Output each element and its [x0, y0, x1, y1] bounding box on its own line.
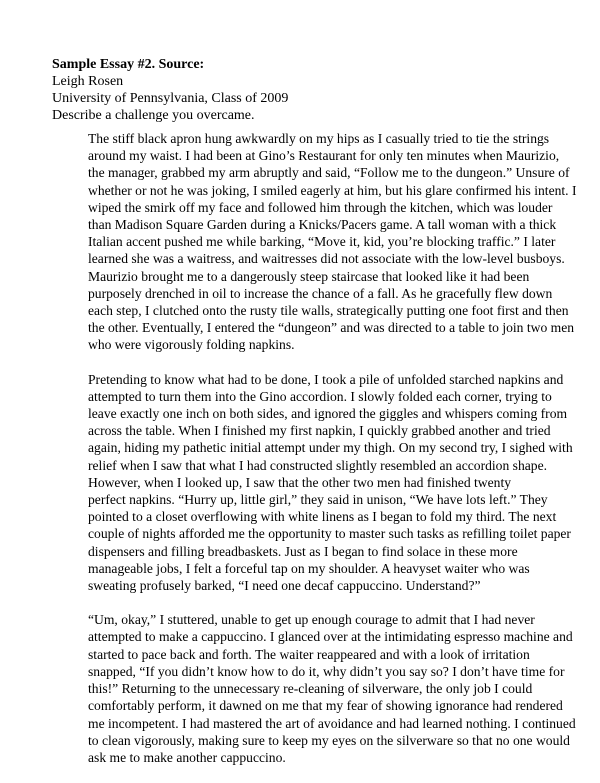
text-line: Italian accent pushed me while barking, “Move it, kid, you’re blocking traffic.” I later [88, 234, 556, 250]
text-line: the other. Eventually, I entered the “dungeon” and was directed to a table to join two men [88, 320, 575, 336]
text-line: to clean vigorously, making sure to keep my eyes on the silverware so that no one would [88, 732, 570, 748]
text-line: ask me to make another cappuccino. [88, 749, 286, 765]
text-line: purposely drenched in oil to increase the chance of a fall. As he gracefully flew down [88, 285, 553, 301]
text-line: couple of nights afforded me the opportunity to master such tasks as refilling toilet paper [88, 526, 571, 542]
text-line: than Madison Square Garden during a Knicks/Pacers game. A tall woman with a thick [88, 217, 557, 233]
text-line: Maurizio brought me to a dangerously steep staircase that looked like it had been [88, 268, 530, 284]
essay-paragraph-3 [88, 611, 586, 766]
text-line: attempted to turn them into the Gino accordion. I slowly folded each corner, trying to [88, 388, 552, 404]
text-line: leave exactly one inch on both sides, and ignored the giggles and whispers coming from [88, 406, 568, 422]
essay-body [88, 130, 586, 783]
text-line: learned she was a waitress, and waitresses did not associate with the low-level busboys. [88, 251, 565, 267]
text-line: perfect napkins. “Hurry up, little girl,” they said in unison, “We have lots left.” They [88, 492, 548, 508]
text-line: snapped, “If you didn’t know how to do it, why didn’t you say so? I don’t have time for [88, 663, 565, 679]
text-line: manageable jobs, I felt a forceful tap on my shoulder. A heavyset waiter who was [88, 560, 530, 576]
text-line: me incompetent. I had mastered the art of avoidance and had learned nothing. I continued [88, 715, 576, 731]
essay-paragraph-1 [88, 130, 586, 354]
text-line: However, when I looked up, I saw that the other two men had finished twenty [88, 474, 512, 490]
text-line: comfortably perform, it dawned on me that my fear of showing ignorance had rendered [88, 698, 563, 714]
text-line: pointed to a closet overflowing with white linens as I began to fold my third. The next [88, 509, 557, 525]
text-line: around my waist. I had been at Gino’s Restaurant for only ten minutes when Maurizio, [88, 148, 560, 164]
text-line: each step, I clutched onto the rusty tile walls, strategically putting one foot first and then [88, 303, 569, 319]
text-line: sweating profusely barked, “I need one decaf cappuccino. Understand?” [88, 578, 481, 594]
essay-title: Sample Essay #2. Source: [52, 57, 205, 72]
text-line: dispensers and filling breadbaskets. Just as I began to find solace in these more [88, 543, 518, 559]
text-line: “Um, okay,” I stuttered, unable to get up enough courage to admit that I had never [88, 612, 535, 628]
text-line: whether or not he was joking, I smiled eagerly at him, but his glare confirmed his intent. I [88, 182, 577, 198]
text-line: wiped the smirk off my face and followed him through the kitchen, which was louder [88, 199, 553, 215]
text-line: attempted to make a cappuccino. I glanced over at the intimidating espresso machine and [88, 629, 573, 645]
text-line: this!” Returning to the unnecessary re-cleaning of silverware, the only job I could [88, 681, 533, 697]
text-line: who were vigorously folding napkins. [88, 337, 295, 353]
essay-paragraph-2 [88, 371, 586, 595]
text-line: Pretending to know what had to be done, I took a pile of unfolded starched napkins and [88, 371, 564, 387]
text-line: started to pace back and forth. The waiter reappeared and with a look of irritation [88, 646, 530, 662]
text-line: again, hiding my pathetic initial attempt under my thigh. On my second try, I sighed with [88, 440, 573, 456]
text-line: The stiff black apron hung awkwardly on my hips as I casually tried to tie the strings [88, 131, 550, 146]
essay-header [52, 56, 572, 124]
text-line: across the table. When I finished my first napkin, I quickly grabbed another and tried [88, 423, 551, 439]
text-line: relief when I saw that what I had constructed slightly resembled an accordion shape. [88, 457, 548, 473]
text-line: the manager, grabbed my arm abruptly and said, “Follow me to the dungeon.” Unsure of [88, 165, 570, 181]
author-school: University of Pennsylvania, Class of 2009 [52, 91, 289, 106]
essay-prompt: Describe a challenge you overcame. [52, 108, 255, 123]
author-name: Leigh Rosen [52, 74, 124, 89]
